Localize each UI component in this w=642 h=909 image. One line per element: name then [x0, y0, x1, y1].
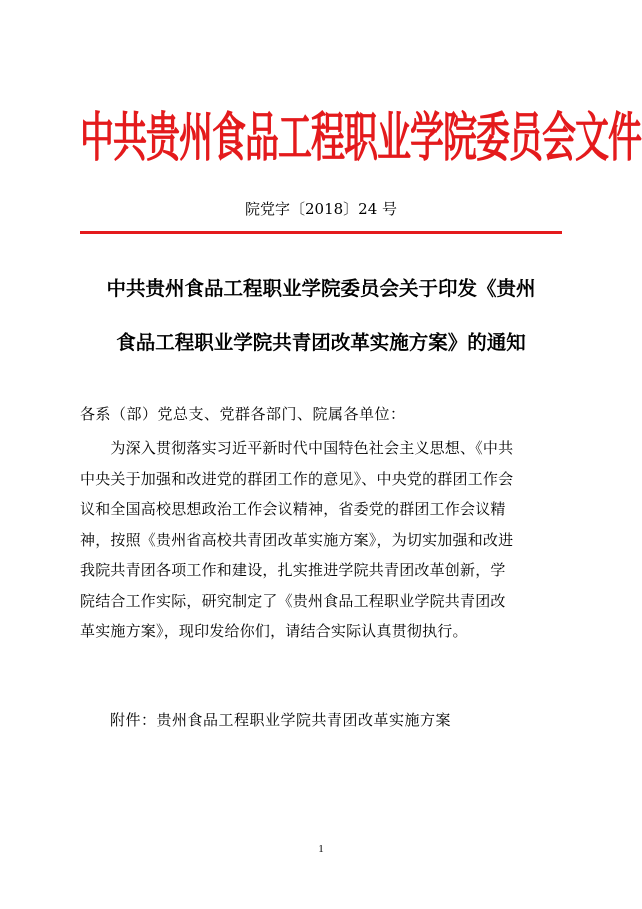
body-line: 院结合工作实际，研究制定了《贵州食品工程职业学院共青团改 [80, 591, 506, 610]
attachment-note: 附件：贵州食品工程职业学院共青团改革实施方案 [110, 711, 452, 729]
body-line: 议和全国高校思想政治工作会议精神，省委党的群团工作会议精 [80, 500, 506, 518]
body-line: 革实施方案》，现印发给你们，请结合实际认真贯彻执行。 [80, 622, 468, 640]
document-title-line: 中共贵州食品工程职业学院委员会关于印发《贵州 [106, 277, 536, 300]
salutation: 各系（部）党总支、党群各部门、院属各单位： [80, 405, 406, 423]
document-masthead: 中共贵州食品工程职业学院委员会文件 [80, 107, 641, 170]
body-paragraph [80, 433, 564, 647]
page-number: 1 [318, 843, 324, 855]
red-divider-line [80, 231, 562, 234]
body-line: 神，按照《贵州省高校共青团改革实施方案》，为切实加强和改进 [80, 530, 514, 549]
body-line: 中央关于加强和改进党的群团工作的意见》、中央党的群团工作会 [80, 469, 514, 488]
document-number: 院党字〔2018〕24 号 [244, 200, 398, 218]
document-title-line: 食品工程职业学院共青团改革实施方案》的通知 [116, 331, 526, 354]
document-title [60, 262, 582, 370]
body-line: 我院共青团各项工作和建设，扎实推进学院共青团改革创新，学 [80, 561, 506, 579]
body-line: 为深入贯彻落实习近平新时代中国特色社会主义思想、《中共 [80, 439, 514, 457]
